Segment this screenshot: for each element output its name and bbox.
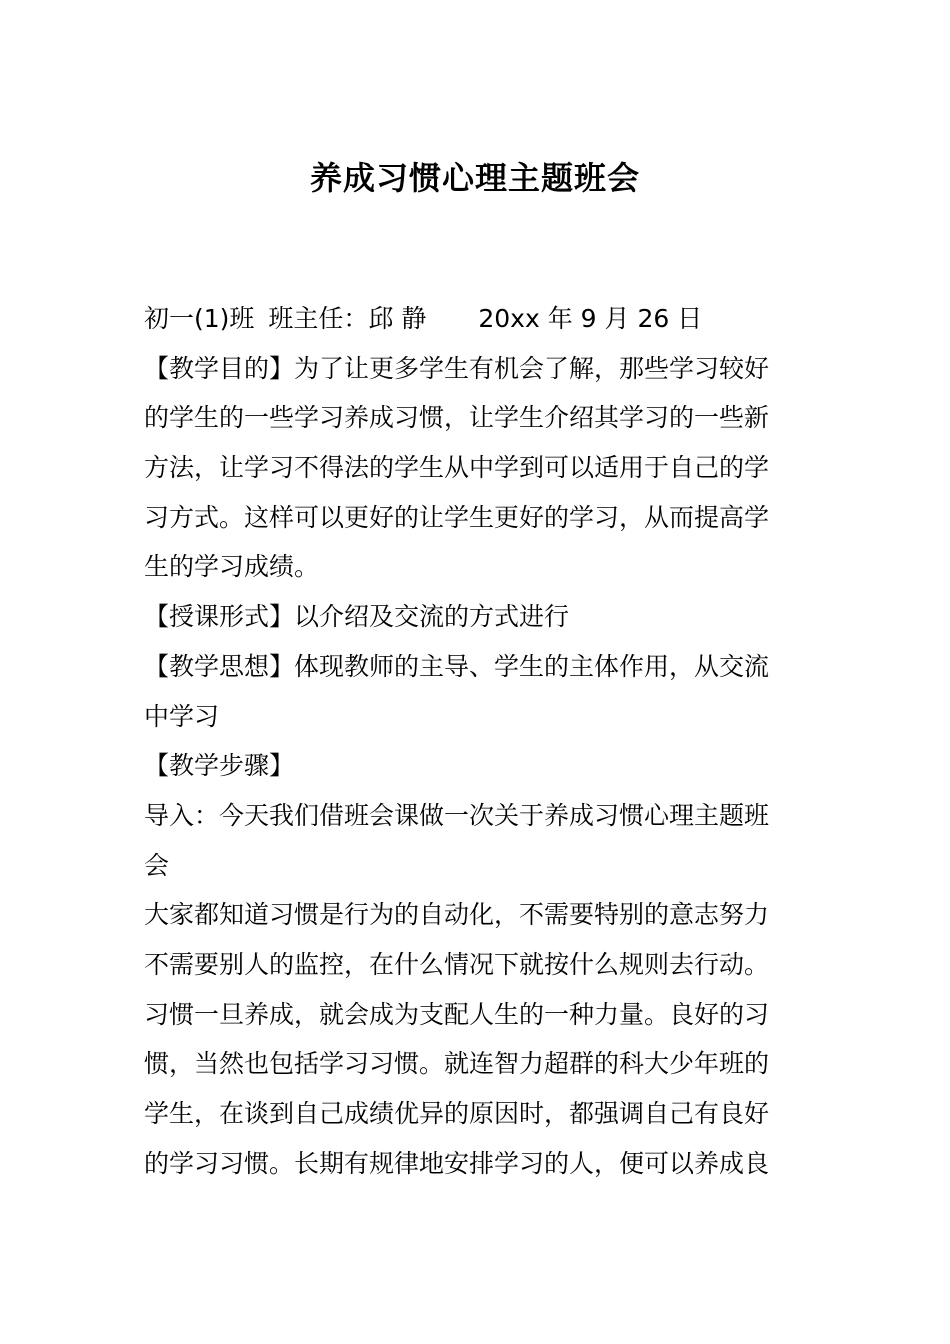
teacher-name: 班主任：邱 静 (268, 304, 427, 333)
text-line: 【授课形式】以介绍及交流的方式进行 (144, 602, 570, 632)
text-line: 习惯一旦养成，就会成为支配人生的一种力量。良好的习 (144, 999, 770, 1029)
text-line: 习方式。这样可以更好的让学生更好的学习，从而提高学 (144, 502, 770, 532)
text-line: 不需要别人的监控，在什么情况下就按什么规则去行动。 (144, 949, 770, 979)
text-line: 【教学思想】体现教师的主导、学生的主体作用，从交流 (144, 651, 770, 681)
text-line: 生的学习成绩。 (144, 552, 320, 582)
text-line: 【教学目的】为了让更多学生有机会了解，那些学习较好 (144, 353, 770, 383)
text-line: 【教学步骤】 (144, 751, 295, 781)
text-line: 学生，在谈到自己成绩优异的原因时，都强调自己有良好 (144, 1099, 770, 1128)
text-line: 惯，当然也包括学习习惯。就连智力超群的科大少年班的 (144, 1049, 770, 1079)
text-line: 的学生的一些学习养成习惯，让学生介绍其学习的一些新 (144, 403, 770, 433)
document-body (144, 294, 808, 1188)
class-name: 初一(1)班 (144, 304, 255, 333)
text-line: 导入：今天我们借班会课做一次关于养成习惯心理主题班 (144, 800, 770, 830)
text-line: 中学习 (144, 701, 220, 731)
document-title: 养成习惯心理主题班会 (309, 159, 640, 197)
text-line: 会 (144, 850, 170, 880)
text-line: 大家都知道习惯是行为的自动化，不需要特别的意志努力 (144, 900, 770, 930)
text-line: 方法，让学习不得法的学生从中学到可以适用于自己的学 (144, 453, 770, 483)
text-line: 的学习习惯。长期有规律地安排学习的人，便可以养成良 (144, 1148, 770, 1178)
class-info-line (144, 294, 808, 344)
class-date: 20xx 年 9 月 26 日 (478, 304, 703, 333)
